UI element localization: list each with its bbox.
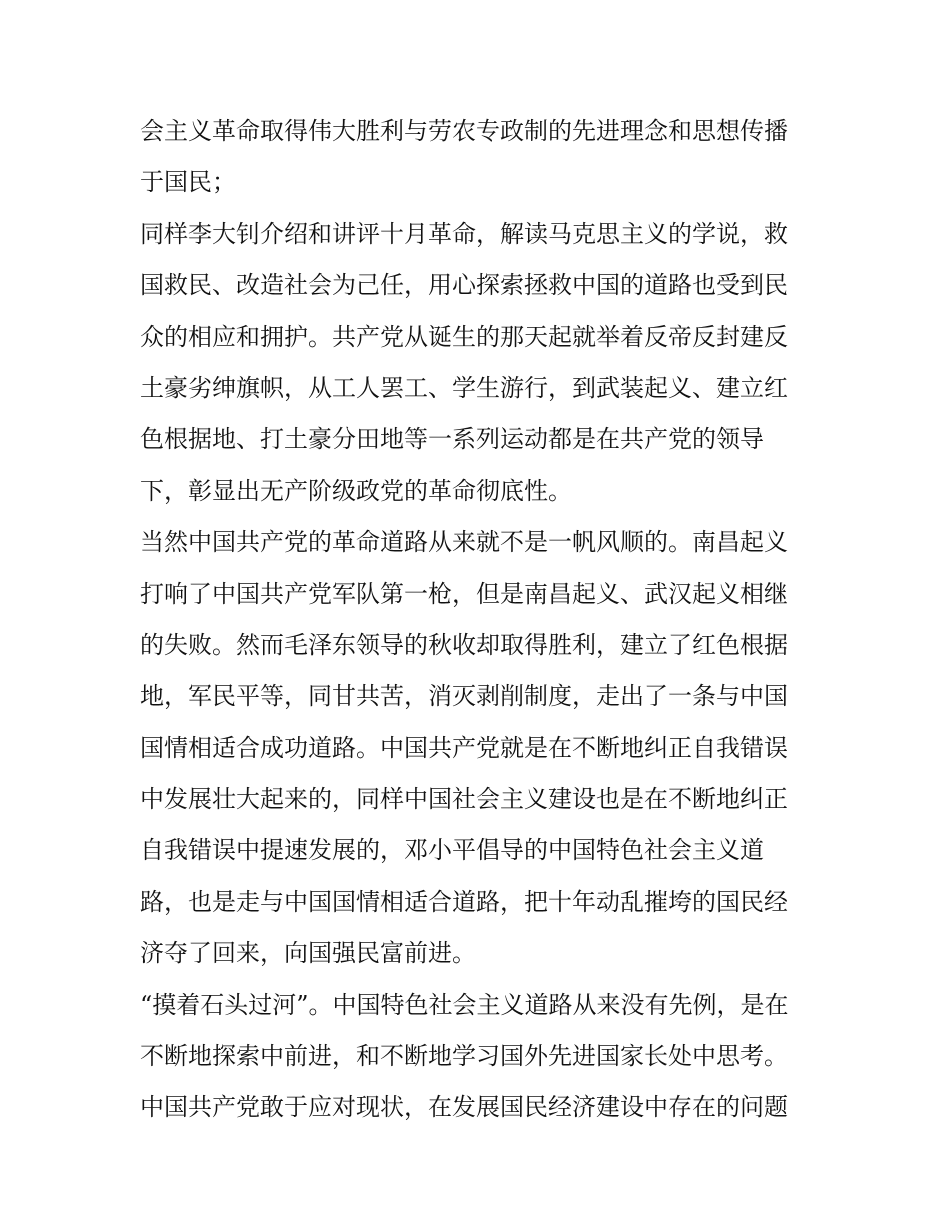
text-line: 中发展壮大起来的，同样中国社会主义建设也是在不断地纠正 [140, 785, 788, 814]
text-line: 中国共产党敢于应对现状，在发展国民经济建设中存在的问题 [140, 1093, 788, 1122]
text-line: 自我错误中提速发展的，邓小平倡导的中国特色社会主义道 [140, 836, 764, 865]
text-line: 当然中国共产党的革命道路从来就不是一帆风顺的。南昌起义 [140, 528, 788, 557]
text-line: 地，军民平等，同甘共苦，消灭剥削制度，走出了一条与中国 [140, 682, 788, 711]
text-line: 会主义革命取得伟大胜利与劳农专政制的先进理念和思想传播 [140, 117, 788, 145]
text-line: 下，彰显出无产阶级政党的革命彻底性。 [140, 476, 572, 505]
text-line: 路，也是走与中国国情相适合道路，把十年动乱摧垮的国民经 [140, 887, 788, 916]
text-line: 不断地探索中前进，和不断地学习国外先进国家长处中思考。 [140, 1042, 788, 1071]
document-body-text [140, 106, 820, 1134]
text-line: 打响了中国共产党军队第一枪，但是南昌起义、武汉起义相继 [140, 579, 788, 608]
text-line: “摸着石头过河”。中国特色社会主义道路从来没有先例，是在 [140, 990, 789, 1019]
text-line: 众的相应和拥护。共产党从诞生的那天起就举着反帝反封建反 [140, 322, 788, 351]
text-line: 色根据地、打土豪分田地等一系列运动都是在共产党的领导 [140, 425, 764, 454]
text-line: 济夺了回来，向国强民富前进。 [140, 939, 476, 968]
text-line: 于国民； [140, 168, 236, 197]
text-line: 土豪劣绅旗帜，从工人罢工、学生游行，到武装起义、建立红 [140, 373, 788, 402]
text-line: 国情相适合成功道路。中国共产党就是在不断地纠正自我错误 [140, 733, 788, 762]
text-line: 国救民、改造社会为己任，用心探索拯救中国的道路也受到民 [140, 271, 788, 300]
text-line: 同样李大钊介绍和讲评十月革命，解读马克思主义的学说，救 [140, 219, 788, 248]
text-line: 的失败。然而毛泽东领导的秋收却取得胜利，建立了红色根据 [140, 630, 788, 659]
